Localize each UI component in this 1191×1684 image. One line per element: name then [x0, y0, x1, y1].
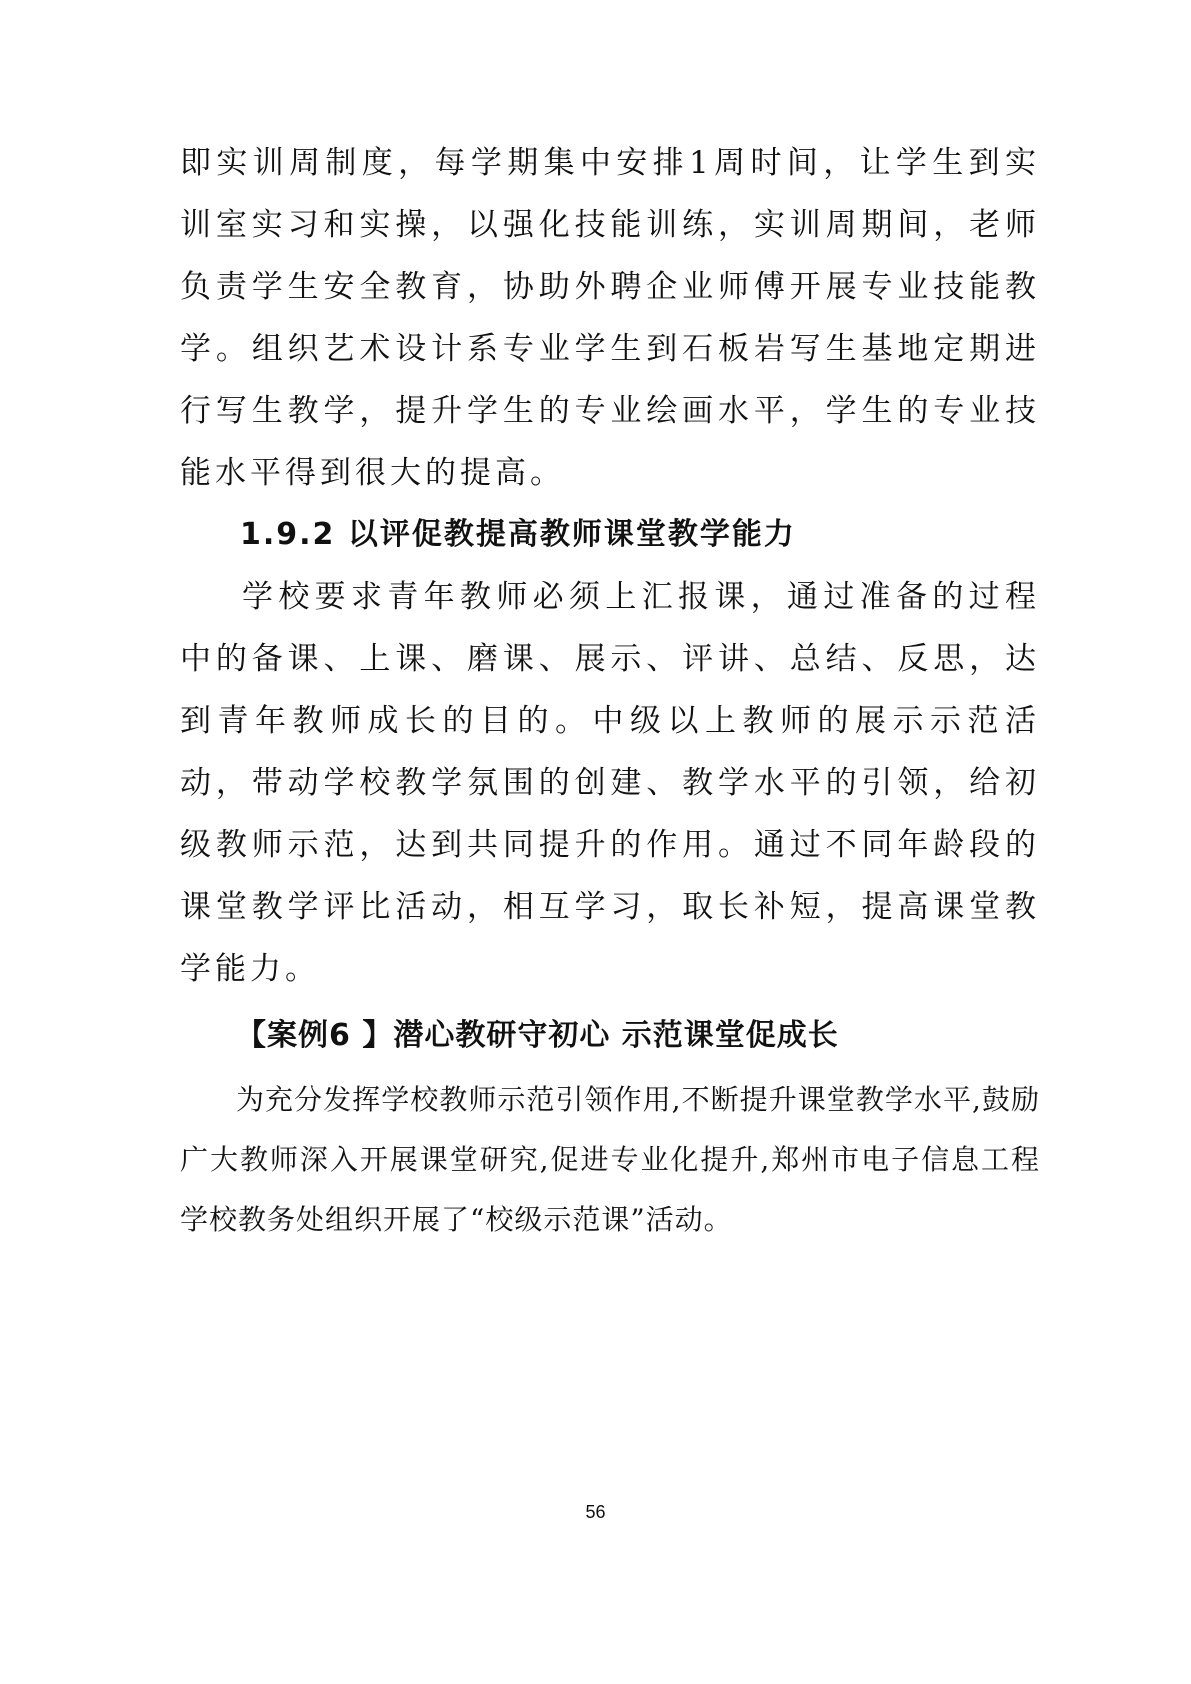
case-title: 【案例6 】潜心教研守初心 示范课堂促成长 [236, 1018, 839, 1053]
page-content [180, 132, 1040, 1250]
case-paragraph: 为充分发挥学校教师示范引领作用,不断提升课堂教学水平,鼓励广大教师深入开展课堂研究,促进专业化提升,郑州市电子信息工程学校教务处组织开展了“校级示范课”活动。 [180, 1083, 1040, 1236]
body-paragraph-1: 即实训周制度，每学期集中安排1周时间，让学生到实训室实习和实操，以强化技能训练，实训周期间，老师负责学生安全教育，协助外聘企业师傅开展专业技能教学。组织艺术设计系专业学生到石板岩写生基地定期进行写生教学，提升学生的专业绘画水平，学生的专业技能水平得到很大的提高。 [180, 145, 1040, 491]
page-number: 56 [585, 1502, 606, 1522]
section-heading: 1.9.2 以评促教提高教师课堂教学能力 [240, 517, 796, 552]
body-paragraph-2: 学校要求青年教师必须上汇报课，通过准备的过程中的备课、上课、磨课、展示、评讲、总结、反思，达到青年教师成长的目的。中级以上教师的展示示范活动，带动学校教学氛围的创建、教学水平的引领，给初级教师示范，达到共同提升的作用。通过不同年龄段的课堂教学评比活动，相互学习，取长补短，提高课堂教学能力。 [180, 579, 1040, 987]
